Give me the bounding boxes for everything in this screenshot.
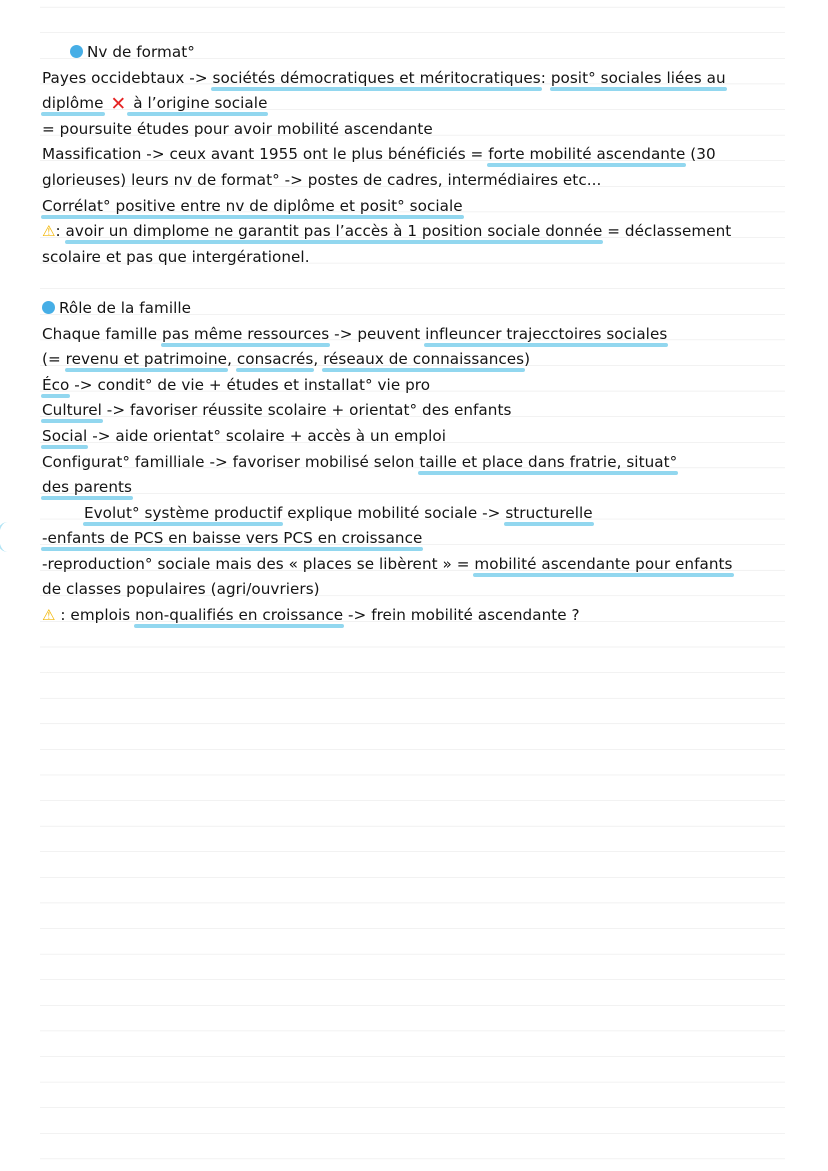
warning-icon: ⚠ xyxy=(42,222,56,241)
text-line: Chaque famille pas même ressources -> peuvent infleuncer trajecctoires sociales xyxy=(42,324,668,343)
highlight: forte mobilité ascendante xyxy=(488,145,686,164)
text-line: -reproduction° sociale mais des « places se libèrent » = mobilité ascendante pour enfants xyxy=(42,554,733,573)
highlight: Corrélat° positive entre nv de diplôme et posit° sociale xyxy=(42,196,463,215)
text-line xyxy=(42,91,787,117)
text-line: (= revenu et patrimoine, consacrés, réseaux de connaissances) xyxy=(42,350,531,369)
section-heading-formation: Nv de format° xyxy=(42,40,787,66)
highlight: posit° sociales liées au xyxy=(550,68,726,87)
section-heading-famille: Rôle de la famille xyxy=(42,296,787,322)
highlight: consacrés xyxy=(236,350,314,369)
highlight: infleuncer trajecctoires sociales xyxy=(425,324,668,343)
text-line xyxy=(42,475,787,501)
notes-body xyxy=(42,40,787,629)
text-line: Evolut° système productif explique mobilité sociale -> structurelle xyxy=(84,503,593,522)
text-line: Configurat° familliale -> favoriser mobilisé selon taille et place dans fratrie, situat° xyxy=(42,452,678,471)
highlight: structurelle xyxy=(505,503,593,522)
highlight: des parents xyxy=(42,478,132,497)
text-line: scolaire et pas que intergérationel. xyxy=(42,247,310,266)
highlight: mobilité ascendante pour enfants xyxy=(474,554,733,573)
highlight: -enfants de PCS en baisse vers PCS en croissance xyxy=(42,529,423,548)
highlight: revenu et patrimoine xyxy=(65,350,228,369)
highlight: non-qualifiés en croissance xyxy=(135,606,344,625)
blue-dot-bullet-icon xyxy=(70,45,83,58)
blank-line xyxy=(42,270,787,296)
text-line: ⚠: avoir un dimplome ne garantit pas l’accès à 1 position sociale donnée = déclassement xyxy=(42,219,787,245)
highlight: Evolut° système productif xyxy=(84,503,283,522)
text-line: Massification -> ceux avant 1955 ont le plus bénéficiés = forte mobilité ascendante (30 xyxy=(42,145,716,164)
text-line: Culturel -> favoriser réussite scolaire + orientat° des enfants xyxy=(42,401,512,420)
blue-dot-bullet-icon xyxy=(42,301,55,314)
text-line: Social -> aide orientat° scolaire + accès à un emploi xyxy=(42,426,447,445)
text-line: ⚠ : emplois non-qualifiés en croissance -> frein mobilité ascendante ? xyxy=(42,603,787,629)
text-line xyxy=(42,194,787,220)
highlight: Culturel xyxy=(42,401,102,420)
highlight: taille et place dans fratrie, situat° xyxy=(419,452,678,471)
warning-icon: ⚠ xyxy=(42,606,56,625)
red-cross-icon: ✕ xyxy=(110,93,127,116)
highlight: diplôme xyxy=(42,94,104,113)
highlight: réseaux de connaissances xyxy=(323,350,525,369)
margin-highlight-mark xyxy=(0,522,19,552)
highlight: pas même ressources xyxy=(162,324,330,343)
text-line: Éco -> condit° de vie + études et installat° vie pro xyxy=(42,375,431,394)
text-line: de classes populaires (agri/ouvriers) xyxy=(42,580,320,599)
highlight: sociétés démocratiques et méritocratiques xyxy=(212,68,541,87)
highlight: Social xyxy=(42,426,88,445)
text-line: Payes occidebtaux -> sociétés démocratiques et méritocratiques: posit° sociales liées au xyxy=(42,68,726,87)
text-line: glorieuses) leurs nv de format° -> postes de cadres, intermédiaires etc... xyxy=(42,170,602,189)
highlight: Éco xyxy=(42,375,70,394)
highlight: à l’origine sociale xyxy=(128,94,268,113)
text-line: = poursuite études pour avoir mobilité ascendante xyxy=(42,119,433,138)
text-line xyxy=(42,526,787,552)
highlight: avoir un dimplome ne garantit pas l’accès à 1 position sociale donnée xyxy=(65,222,603,241)
